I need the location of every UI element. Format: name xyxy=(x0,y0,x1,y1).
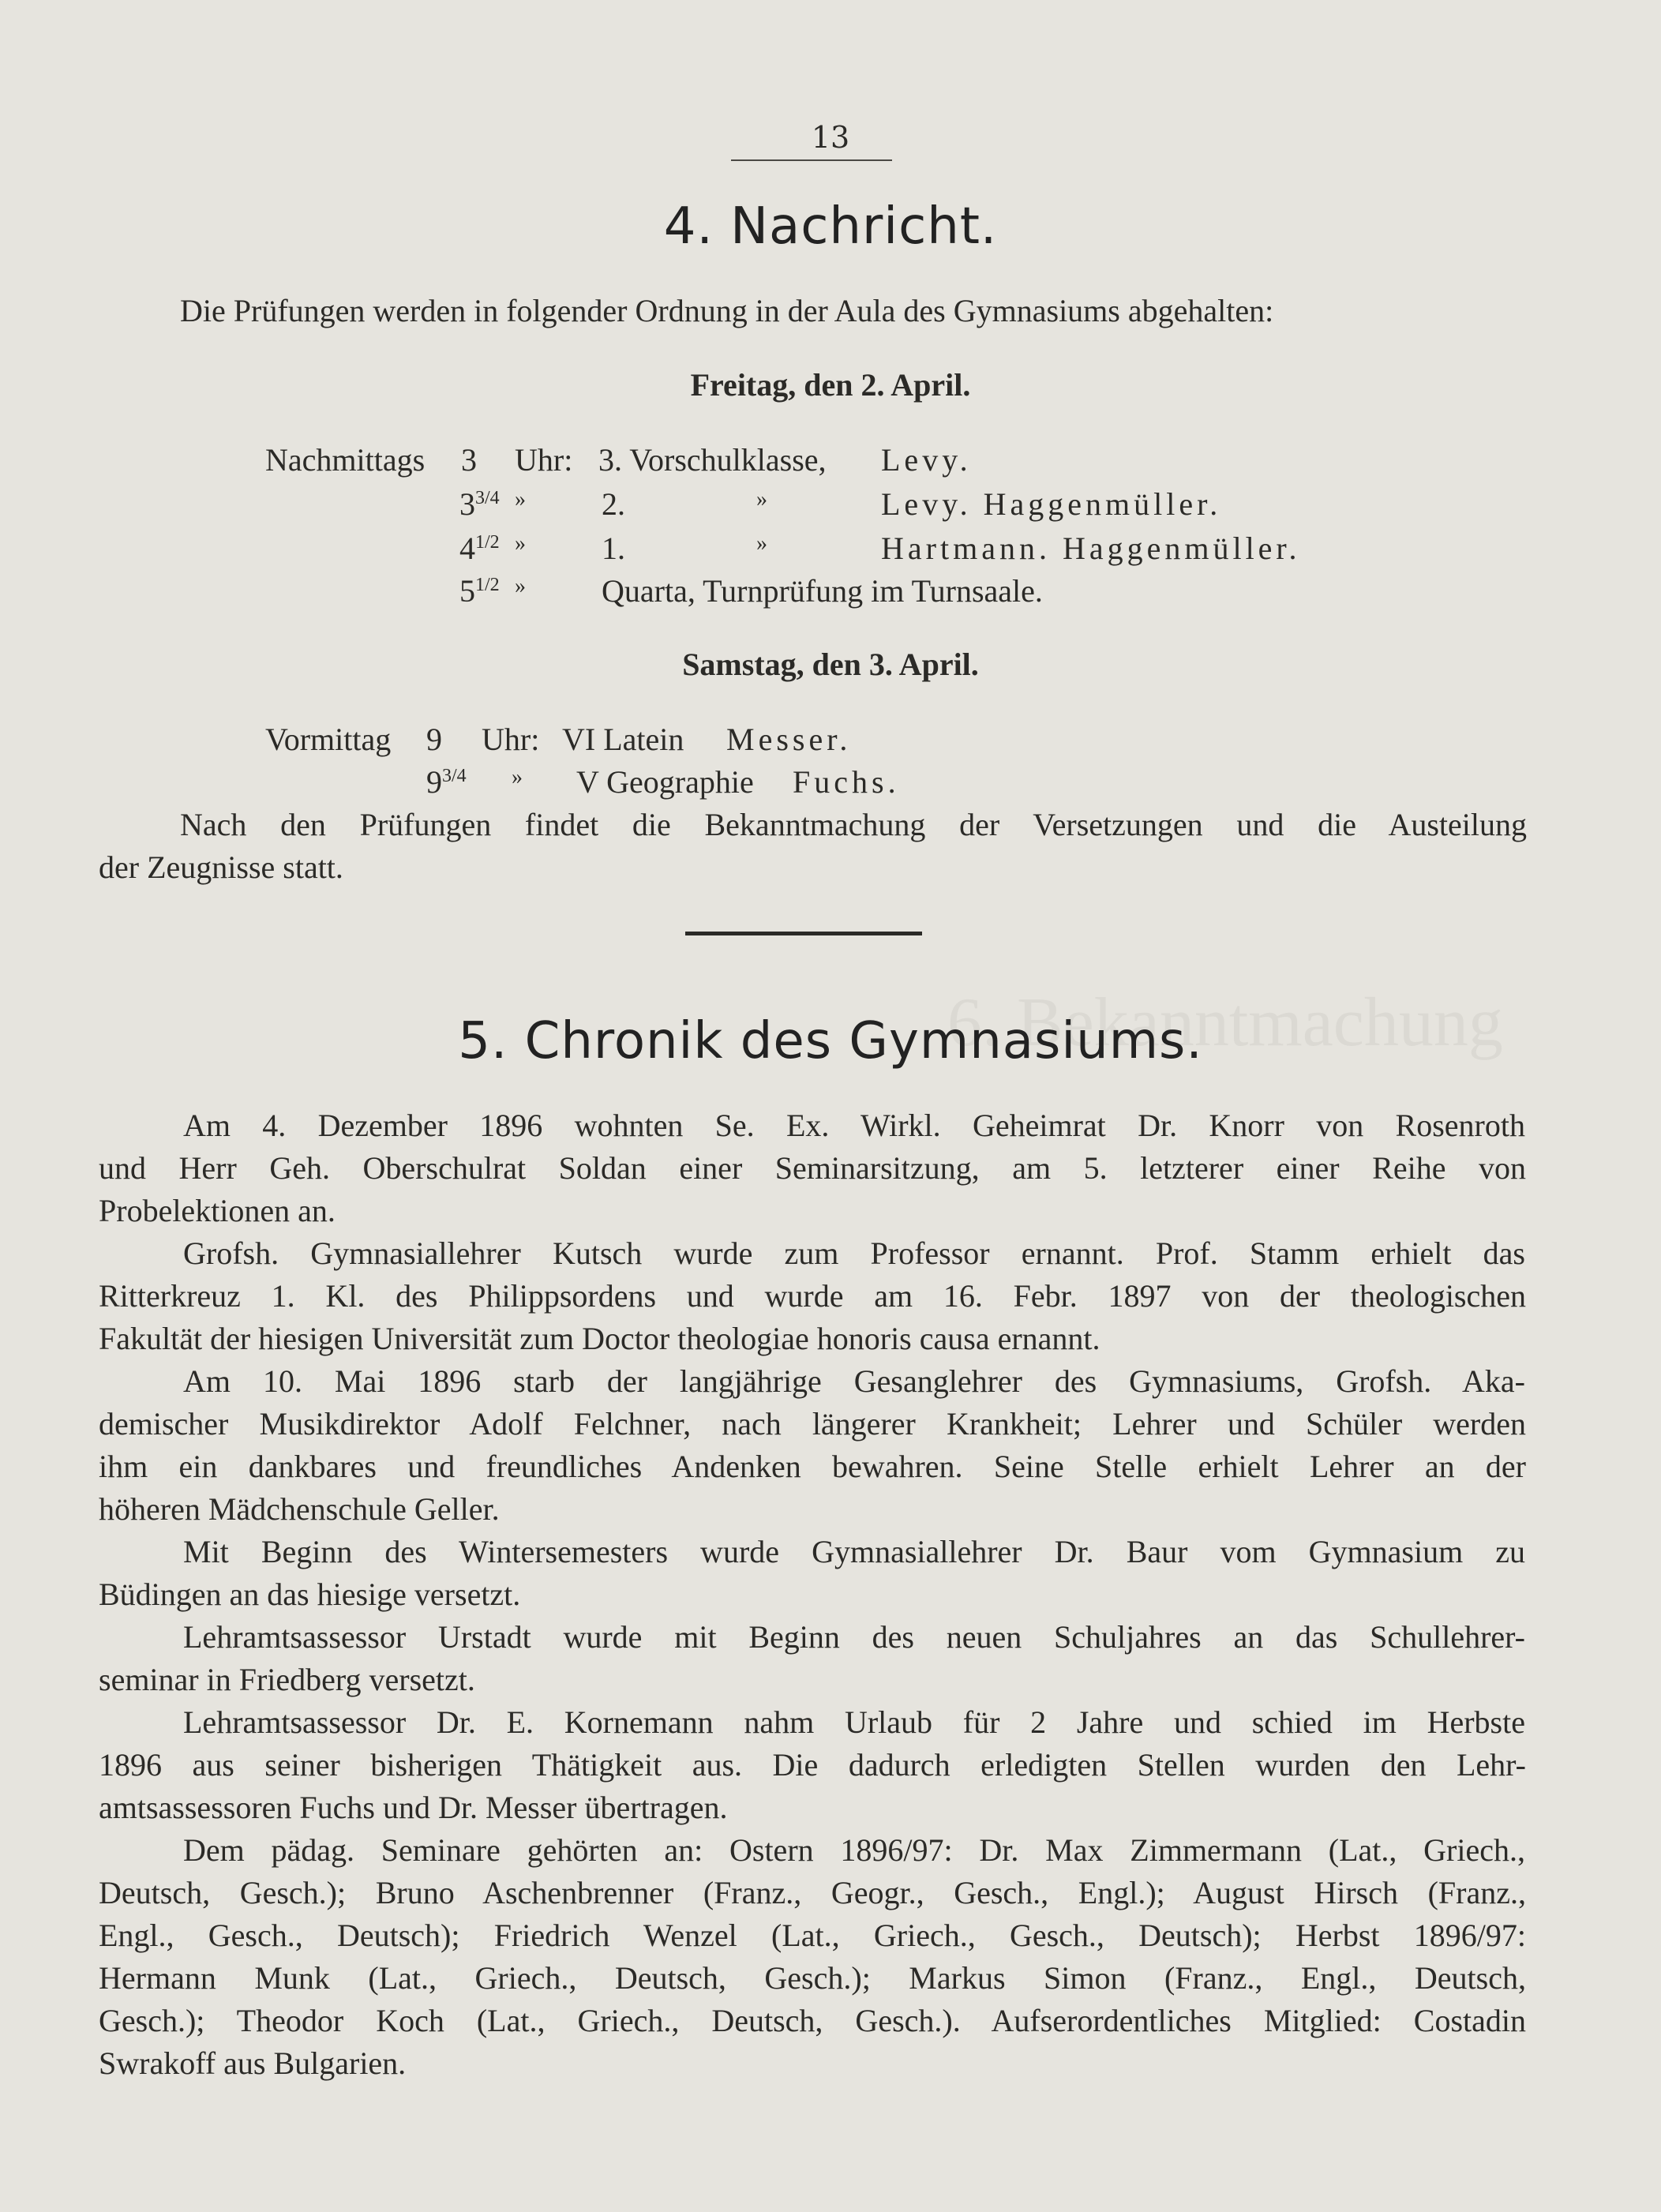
body-line: amtsassessoren Fuchs und Dr. Messer übertragen. xyxy=(99,1790,728,1825)
body-line: Hermann Munk (Lat., Griech., Deutsch, Gesch.); Markus Simon (Franz., Engl., Deutsch, xyxy=(99,1960,1526,1996)
day2-row-class: VI Latein xyxy=(562,722,684,757)
body-line: höheren Mädchenschule Geller. xyxy=(99,1491,500,1527)
day2-row-teacher: Fuchs. xyxy=(793,764,900,800)
body-line: Fakultät der hiesigen Universität zum Doctor theologiae honoris causa ernannt. xyxy=(99,1321,1100,1356)
day1-row-unit: » xyxy=(515,574,526,598)
day1-row-time: $3^{3/4}$ xyxy=(459,486,500,522)
body-line: Am 10. Mai 1896 starb der langjährige Gesanglehrer des Gymnasiums, Grofsh. Aka- xyxy=(183,1363,1525,1399)
page-number-rule xyxy=(731,159,892,161)
day2-label: Vormittag xyxy=(265,722,392,757)
section-4-intro: Die Prüfungen werden in folgender Ordnung in der Aula des Gymnasiums abgehalten: xyxy=(180,293,1274,328)
day1-row-class: 3. Vorschulklasse, xyxy=(598,442,827,478)
body-line: Dem pädag. Seminare gehörten an: Ostern 1896/97: Dr. Max Zimmermann (Lat., Griech., xyxy=(183,1832,1525,1868)
body-line: Büdingen an das hiesige versetzt. xyxy=(99,1577,521,1612)
day2-title: Samstag, den 3. April. xyxy=(682,647,979,682)
body-line: demischer Musikdirektor Adolf Felchner, nach längerer Krankheit; Lehrer und Schüler werden xyxy=(99,1406,1526,1442)
section-4-heading: 4. Nachricht. xyxy=(663,197,998,256)
body-line: Am 4. Dezember 1896 wohnten Se. Ex. Wirkl. Geheimrat Dr. Knorr von Rosenroth xyxy=(183,1108,1525,1143)
day1-title: Freitag, den 2. April. xyxy=(690,367,971,403)
day1-row-time: 3 xyxy=(461,442,477,478)
day2-row-teacher: Messer. xyxy=(726,722,852,757)
page-number: 13 xyxy=(811,120,850,155)
section-5-heading: 5. Chronik des Gymnasiums. xyxy=(458,1012,1203,1070)
ditto-mark: » xyxy=(756,531,767,556)
day1-label: Nachmittags xyxy=(265,442,426,478)
fraction: 1/2 xyxy=(475,532,500,553)
body-line: Engl., Gesch., Deutsch); Friedrich Wenzel (Lat., Griech., Gesch., Deutsch); Herbst 1896/97: xyxy=(99,1918,1526,1953)
day2-row-unit: Uhr: xyxy=(482,722,540,757)
day2-row-time: 9 xyxy=(426,722,442,757)
body-line: Grofsh. Gymnasiallehrer Kutsch wurde zum Professor ernannt. Prof. Stamm erhielt das xyxy=(183,1235,1525,1271)
body-line: Swrakoff aus Bulgarien. xyxy=(99,2045,407,2081)
day1-row-teacher: Levy. Haggenmüller. xyxy=(881,486,1222,522)
day1-row-teacher: Hartmann. Haggenmüller. xyxy=(881,531,1301,566)
body-line: Gesch.); Theodor Koch (Lat., Griech., Deutsch, Gesch.). Aufserordentliches Mitglied: Costadin xyxy=(99,2003,1526,2038)
day1-row-class: 1. xyxy=(602,531,625,566)
body-line: Lehramtsassessor Dr. E. Kornemann nahm Urlaub für 2 Jahre und schied im Herbste xyxy=(183,1704,1525,1740)
body-line: und Herr Geh. Oberschulrat Soldan einer Seminarsitzung, am 5. letzterer einer Reihe von xyxy=(99,1150,1526,1186)
body-line: 1896 aus seiner bisherigen Thätigkeit aus. Die dadurch erledigten Stellen wurden den Lehr- xyxy=(99,1747,1526,1783)
day1-row-teacher: Levy. xyxy=(881,442,972,478)
fraction: 3/4 xyxy=(475,488,500,508)
day2-row-time: $9^{3/4}$ xyxy=(426,764,467,800)
day1-row-time: $5^{1/2}$ xyxy=(459,573,500,609)
body-line: seminar in Friedberg versetzt. xyxy=(99,1662,475,1697)
closing-line: Nach den Prüfungen findet die Bekanntmachung der Versetzungen und die Austeilung xyxy=(180,807,1527,842)
fraction: 3/4 xyxy=(442,766,467,786)
day1-row-unit: » xyxy=(515,531,526,556)
day2-row-unit: » xyxy=(512,765,523,789)
show-through: 6. Bekanntmachung xyxy=(947,984,1503,1061)
fraction: 1/2 xyxy=(475,575,500,595)
day1-row-class: 2. xyxy=(602,486,625,522)
body-line: ihm ein dankbares und freundliches Andenken bewahren. Seine Stelle erhielt Lehrer an der xyxy=(99,1449,1526,1484)
day1-row-unit: » xyxy=(515,487,526,512)
day2-row-class: V Geographie xyxy=(576,764,754,800)
closing-line: der Zeugnisse statt. xyxy=(99,849,343,885)
body-line: Deutsch, Gesch.); Bruno Aschenbrenner (Franz., Geogr., Gesch., Engl.); August Hirsch (Franz., xyxy=(99,1875,1526,1910)
day1-row-unit: Uhr: xyxy=(515,442,573,478)
ditto-mark: » xyxy=(756,487,767,512)
day1-row-class: Quarta, Turnprüfung im Turnsaale. xyxy=(602,573,1043,609)
body-line: Ritterkreuz 1. Kl. des Philippsordens und wurde am 16. Febr. 1897 von der theologischen xyxy=(99,1278,1526,1314)
body-line: Mit Beginn des Wintersemesters wurde Gymnasiallehrer Dr. Baur vom Gymnasium zu xyxy=(183,1534,1525,1569)
section-divider xyxy=(685,932,922,935)
day1-row-time: $4^{1/2}$ xyxy=(459,531,500,566)
body-line: Probelektionen an. xyxy=(99,1193,336,1228)
body-line: Lehramtsassessor Urstadt wurde mit Beginn des neuen Schuljahres an das Schullehrer- xyxy=(183,1619,1525,1655)
